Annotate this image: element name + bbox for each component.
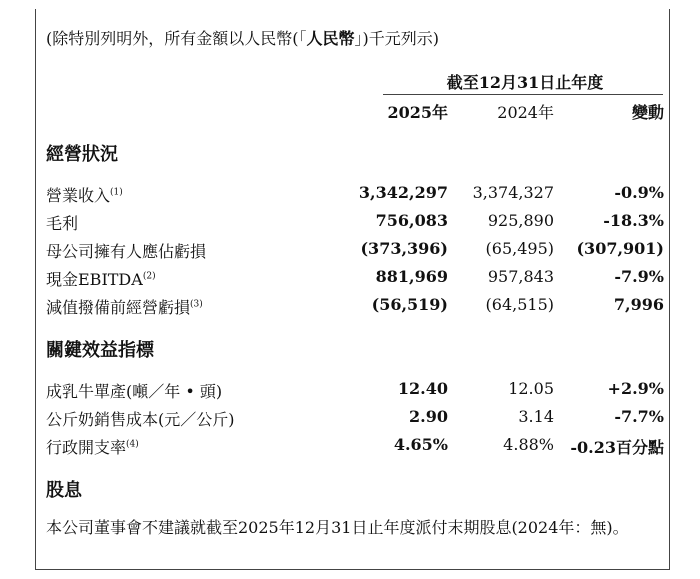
col-header-change: 變動 [631,103,664,122]
value-change: -0.9% [614,183,664,202]
row-label: 成乳牛單產(噸／年 • 頭) [46,382,223,401]
value-2024: 12.05 [508,379,554,398]
dividend-text: 本公司董事會不建議就截至2025年12月31日止年度派付末期股息(2024年：無)。 [46,518,629,537]
value-2024: 957,843 [487,267,554,286]
section-title-operations: 經營狀況 [46,144,118,165]
value-2025: (373,396) [360,239,448,258]
header-rule [383,94,663,95]
row-label: 母公司擁有人應佔虧損 [46,242,207,261]
value-change: +2.9% [607,379,664,398]
value-change: -18.3% [603,211,664,230]
section-title-kpis: 關鍵效益指標 [46,340,154,361]
row-label: 行政開支率$^{(4)}$ [46,438,139,457]
value-2025: 12.40 [397,379,448,398]
value-2025: 3,342,297 [358,183,448,202]
value-2025: 4.65% [393,435,448,454]
value-2024: (65,495) [485,239,554,258]
value-2024: 3.14 [518,407,554,426]
col-header-2025: 2025年 [387,103,448,122]
currency-note: (除特別列明外，所有金額以人民幣(「人民幣」)千元列示) [46,29,440,48]
value-2024: 3,374,327 [472,183,554,202]
row-label: 毛利 [46,214,79,233]
row-label: 營業收入$^{(1)}$ [46,186,123,205]
value-change: 7,996 [613,295,664,314]
value-change: (307,901) [576,239,664,258]
value-2024: (64,515) [485,295,554,314]
section-title-dividend: 股息 [46,480,82,501]
value-2025: 881,969 [375,267,448,286]
value-change: -7.7% [614,407,664,426]
value-2024: 925,890 [487,211,554,230]
value-change: -7.9% [614,267,664,286]
value-2025: 2.90 [409,407,448,426]
row-label: 現金EBITDA$^{(2)}$ [46,270,156,289]
row-label: 減值撥備前經營虧損$^{(3)}$ [46,298,203,317]
col-header-2024: 2024年 [497,103,554,122]
period-header: 截至12月31日止年度 [446,73,604,92]
value-2025: (56,519) [371,295,448,314]
value-change: -0.23百分點 [570,438,664,457]
value-2025: 756,083 [375,211,448,230]
value-2024: 4.88% [503,435,554,454]
row-label: 公斤奶銷售成本(元／公斤) [46,410,235,429]
